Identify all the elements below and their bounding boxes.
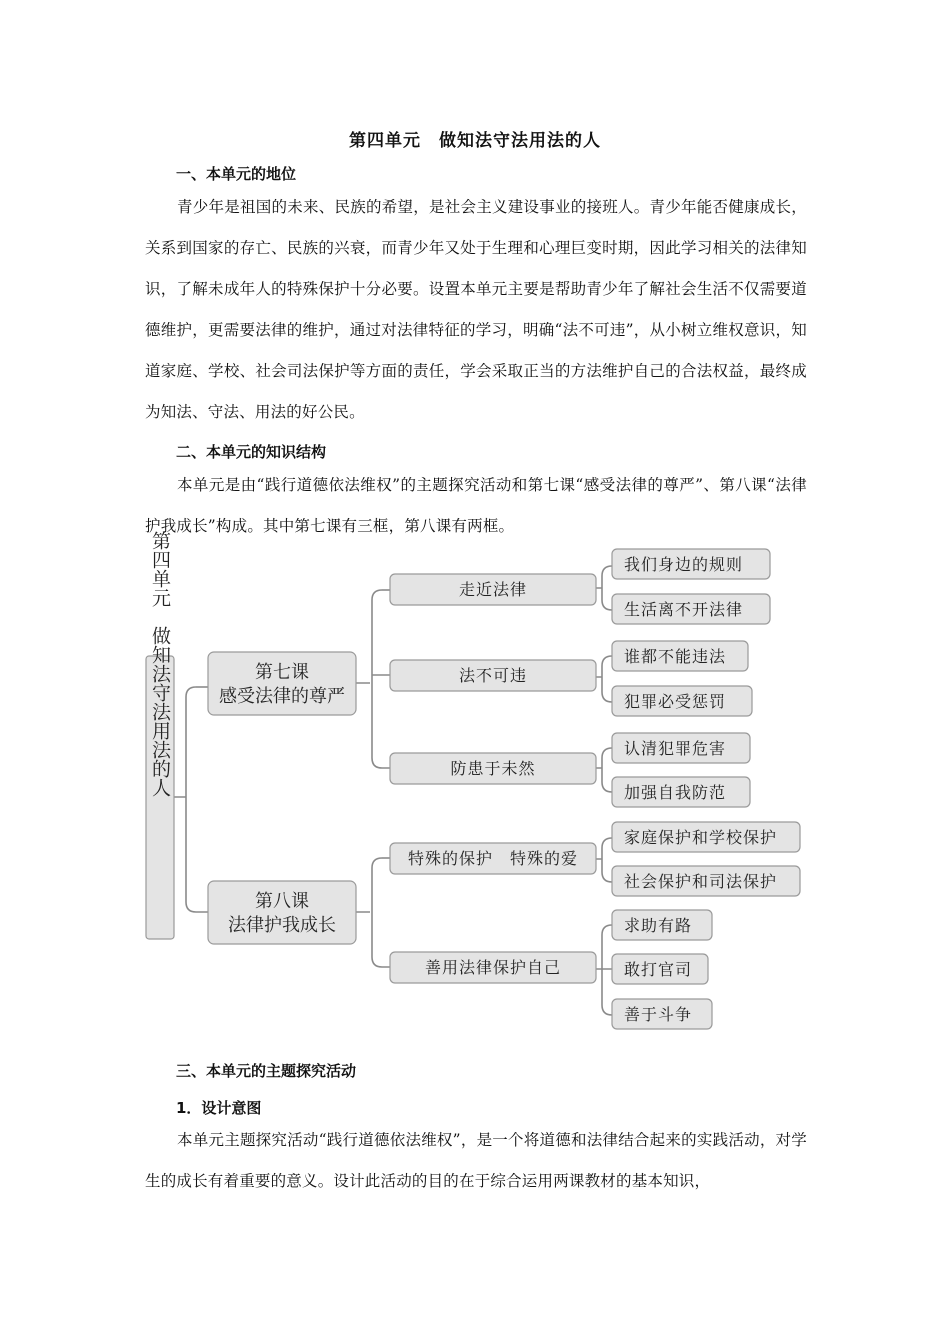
diagram-frame: 防患于未然: [450, 759, 536, 778]
section-heading-activity: 三、本单元的主题探究活动: [176, 1062, 357, 1080]
diagram-leaf: 谁都不能违法: [624, 647, 727, 666]
section-heading-structure: 二、本单元的知识结构: [176, 443, 327, 461]
section-paragraph-position: 青少年是祖国的未来、民族的希望，是社会主义建设事业的接班人。青少年能否健康成长，关系到国家的存亡、民族的兴衰，而青少年又处于生理和心理巨变时期，因此学习相关的法律知识，了解未成年人的特殊保护十分必要。设置本单元主要是帮助青少年了解社会生活不仅需要道德维护，更需要法律的维护，通过对法律特征的学习，明确“法不可违”，从小树立维权意识，知道家庭、学校、社会司法保护等方面的责任，学会采取正当的方法维护自己的合法权益，最终成为知法、守法、用法的好公民。: [145, 198, 807, 421]
diagram-leaf: 犯罪必受惩罚: [624, 692, 727, 711]
diagram-frame: 特殊的保护 特殊的爱: [407, 849, 579, 868]
section-heading-position: 一、本单元的地位: [176, 165, 297, 183]
diagram-lesson8-title: 法律护我成长: [228, 915, 336, 936]
section-paragraph-structure: 本单元是由“践行道德依法维权”的主题探究活动和第七课“感受法律的尊严”、第八课“法律护我成长”构成。其中第七课有三框，第八课有两框。: [145, 476, 807, 535]
diagram-leaf: 认清犯罪危害: [624, 739, 727, 758]
page-title: 第四单元 做知法守法用法的人: [349, 131, 601, 151]
diagram-leaf: 我们身边的规则: [624, 555, 744, 574]
diagram-leaf: 社会保护和司法保护: [624, 872, 778, 891]
diagram-leaf: 家庭保护和学校保护: [624, 828, 778, 847]
section-paragraph-activity: 本单元主题探究活动“践行道德依法维权”，是一个将道德和法律结合起来的实践活动，对学生的成长有着重要的意义。设计此活动的目的在于综合运用两课教材的基本知识，: [145, 1131, 807, 1190]
diagram-leaf: 敢打官司: [624, 960, 693, 979]
diagram-leaf: 生活离不开法律: [624, 600, 744, 619]
diagram-lesson7-title: 感受法律的尊严: [219, 686, 345, 707]
diagram-lesson7-number: 第七课: [255, 662, 309, 683]
diagram-frame: 法不可违: [458, 666, 528, 685]
diagram-leaf: 加强自我防范: [624, 783, 727, 802]
diagram-root-label: 第四单元 做知法守法用法的人: [149, 531, 171, 797]
diagram-frame: 走近法律: [458, 580, 528, 599]
diagram-leaf: 求助有路: [624, 916, 693, 935]
diagram-leaf: 善于斗争: [624, 1005, 693, 1024]
diagram-lesson8-number: 第八课: [255, 891, 309, 912]
subsection-heading-intent: 1．设计意图: [176, 1099, 262, 1117]
diagram-frame: 善用法律保护自己: [424, 958, 562, 977]
